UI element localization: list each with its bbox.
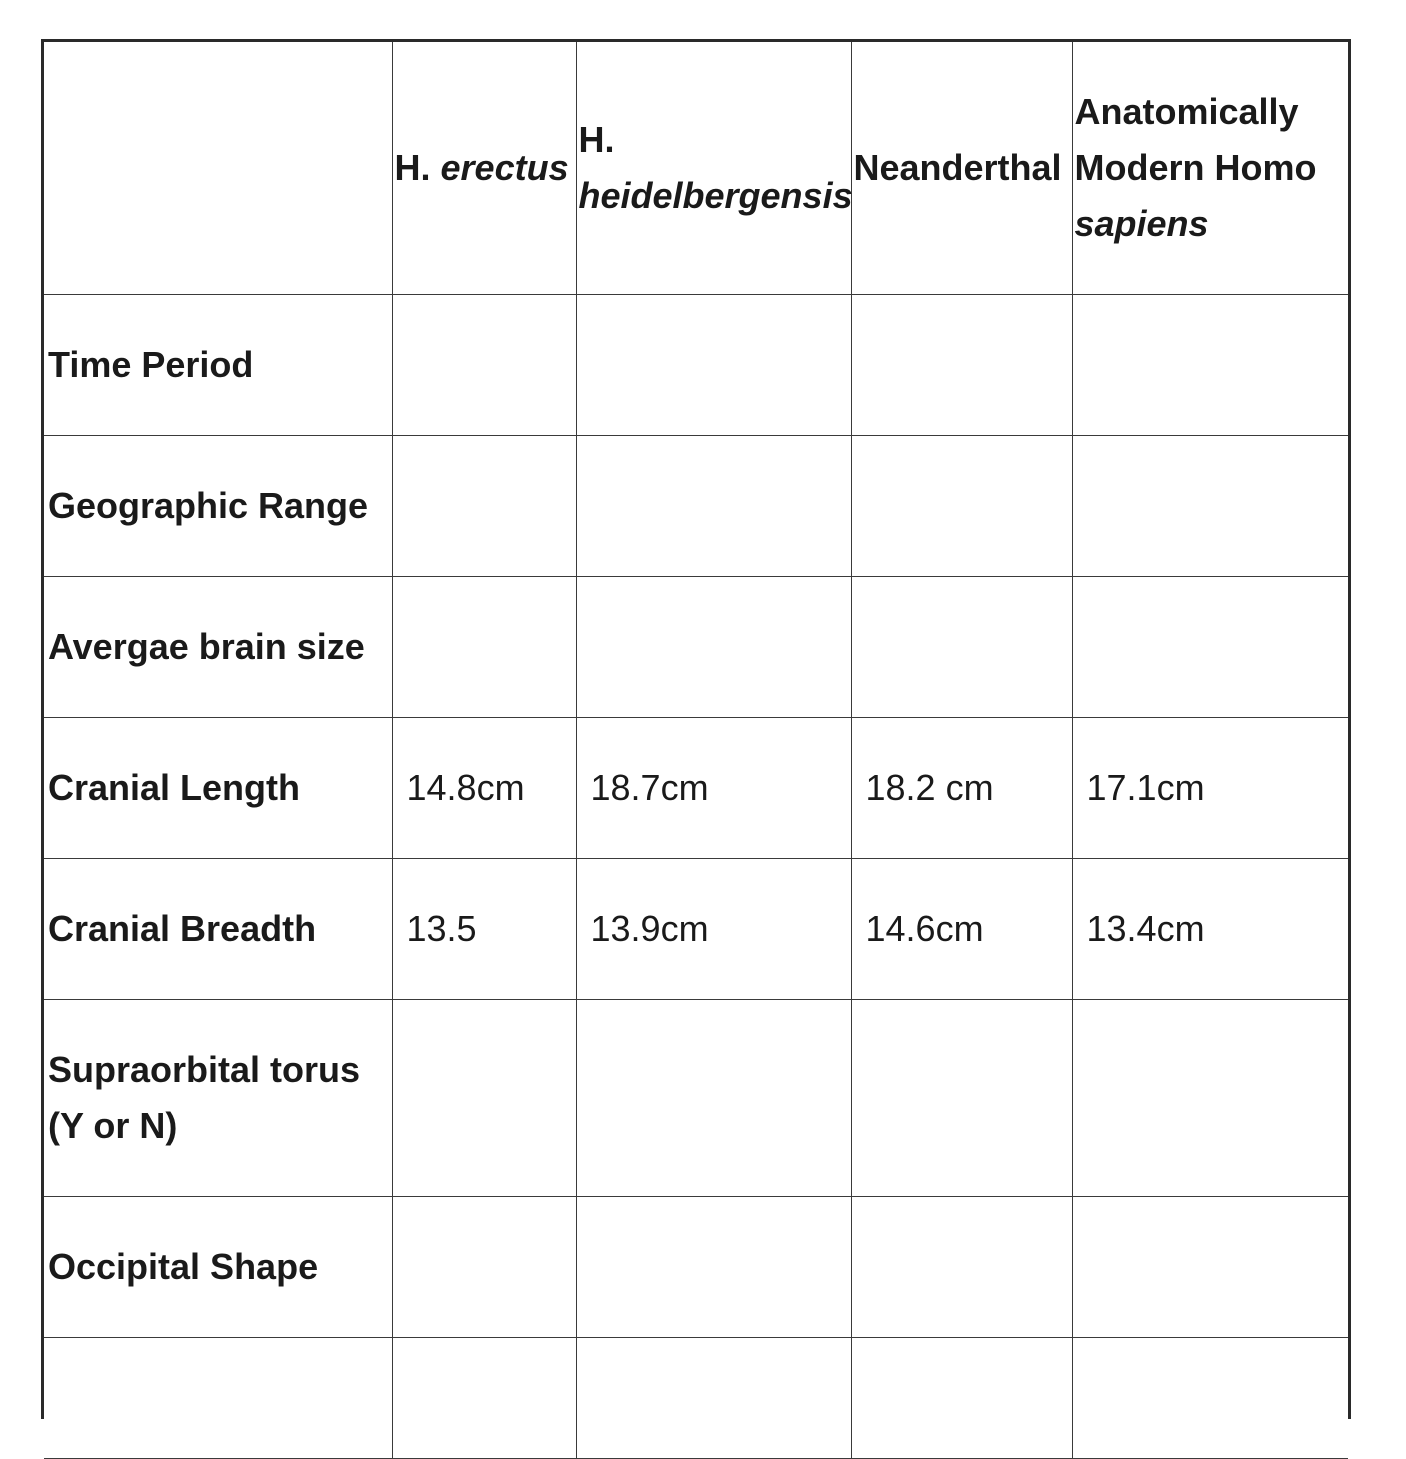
cell-time-period-heidelbergensis[interactable]: [576, 295, 851, 436]
row-label-cranial-length: Cranial Length: [44, 718, 392, 859]
row-label-cranial-breadth: Cranial Breadth: [44, 859, 392, 1000]
cell-cranial-length-heidelbergensis[interactable]: 18.7cm: [576, 718, 851, 859]
table-row-occipital-shape: [44, 1197, 1348, 1338]
table-row-supraorbital-torus: [44, 1000, 1348, 1197]
header-h-heidelbergensis: [576, 42, 851, 295]
hominin-comparison-table: [44, 42, 1348, 1459]
cell-cut-off-erectus[interactable]: [392, 1338, 576, 1459]
cell-cranial-breadth-heidelbergensis[interactable]: 13.9cm: [576, 859, 851, 1000]
header-h-heidelbergensis-prefix: H.: [578, 119, 615, 160]
cell-geographic-range-erectus[interactable]: [392, 436, 576, 577]
header-h-erectus: [392, 42, 576, 295]
cell-brain-size-heidelbergensis[interactable]: [576, 577, 851, 718]
cell-occipital-shape-erectus[interactable]: [392, 1197, 576, 1338]
cell-supraorbital-torus-neanderthal[interactable]: [851, 1000, 1072, 1197]
cell-geographic-range-neanderthal[interactable]: [851, 436, 1072, 577]
table-row-geographic-range: [44, 436, 1348, 577]
cell-brain-size-erectus[interactable]: [392, 577, 576, 718]
cell-cut-off-heidelbergensis[interactable]: [576, 1338, 851, 1459]
table-row-cranial-length: [44, 718, 1348, 859]
header-modern-sapiens-name: sapiens: [1074, 203, 1209, 244]
cell-brain-size-sapiens[interactable]: [1072, 577, 1348, 718]
header-modern-sapiens-line2: Modern Homo: [1074, 147, 1317, 188]
header-row: [44, 42, 1348, 295]
cell-cranial-breadth-neanderthal[interactable]: 14.6cm: [851, 859, 1072, 1000]
header-h-heidelbergensis-name: heidelbergensis: [578, 175, 853, 216]
table-row-time-period: [44, 295, 1348, 436]
cell-supraorbital-torus-erectus[interactable]: [392, 1000, 576, 1197]
cell-time-period-erectus[interactable]: [392, 295, 576, 436]
header-corner-cell: [44, 42, 392, 295]
cell-cranial-length-neanderthal[interactable]: 18.2 cm: [851, 718, 1072, 859]
cell-geographic-range-heidelbergensis[interactable]: [576, 436, 851, 577]
cell-time-period-neanderthal[interactable]: [851, 295, 1072, 436]
cell-supraorbital-torus-sapiens[interactable]: [1072, 1000, 1348, 1197]
table-row-brain-size: [44, 577, 1348, 718]
header-h-erectus-prefix: H.: [394, 147, 441, 188]
table-row-cut-off: [44, 1338, 1348, 1459]
table-row-cranial-breadth: [44, 859, 1348, 1000]
row-label-occipital-shape: Occipital Shape: [44, 1197, 392, 1338]
cell-occipital-shape-heidelbergensis[interactable]: [576, 1197, 851, 1338]
row-label-cut-off: [44, 1338, 392, 1459]
cell-cranial-breadth-erectus[interactable]: 13.5: [392, 859, 576, 1000]
cell-cranial-breadth-sapiens[interactable]: 13.4cm: [1072, 859, 1348, 1000]
cell-supraorbital-torus-heidelbergensis[interactable]: [576, 1000, 851, 1197]
row-label-brain-size: Avergae brain size: [44, 577, 392, 718]
row-label-time-period: Time Period: [44, 295, 392, 436]
cell-cranial-length-sapiens[interactable]: 17.1cm: [1072, 718, 1348, 859]
cell-cut-off-sapiens[interactable]: [1072, 1338, 1348, 1459]
header-neanderthal: Neanderthal: [851, 42, 1072, 295]
header-modern-sapiens-line1: Anatomically: [1074, 91, 1299, 132]
cell-brain-size-neanderthal[interactable]: [851, 577, 1072, 718]
cell-occipital-shape-sapiens[interactable]: [1072, 1197, 1348, 1338]
cell-cut-off-neanderthal[interactable]: [851, 1338, 1072, 1459]
row-label-geographic-range: Geographic Range: [44, 436, 392, 577]
cell-time-period-sapiens[interactable]: [1072, 295, 1348, 436]
header-modern-sapiens: [1072, 42, 1348, 295]
header-h-erectus-name: erectus: [440, 147, 569, 188]
cell-geographic-range-sapiens[interactable]: [1072, 436, 1348, 577]
cell-occipital-shape-neanderthal[interactable]: [851, 1197, 1072, 1338]
cell-cranial-length-erectus[interactable]: 14.8cm: [392, 718, 576, 859]
row-label-supraorbital-torus: Supraorbital torus (Y or N): [44, 1000, 392, 1197]
